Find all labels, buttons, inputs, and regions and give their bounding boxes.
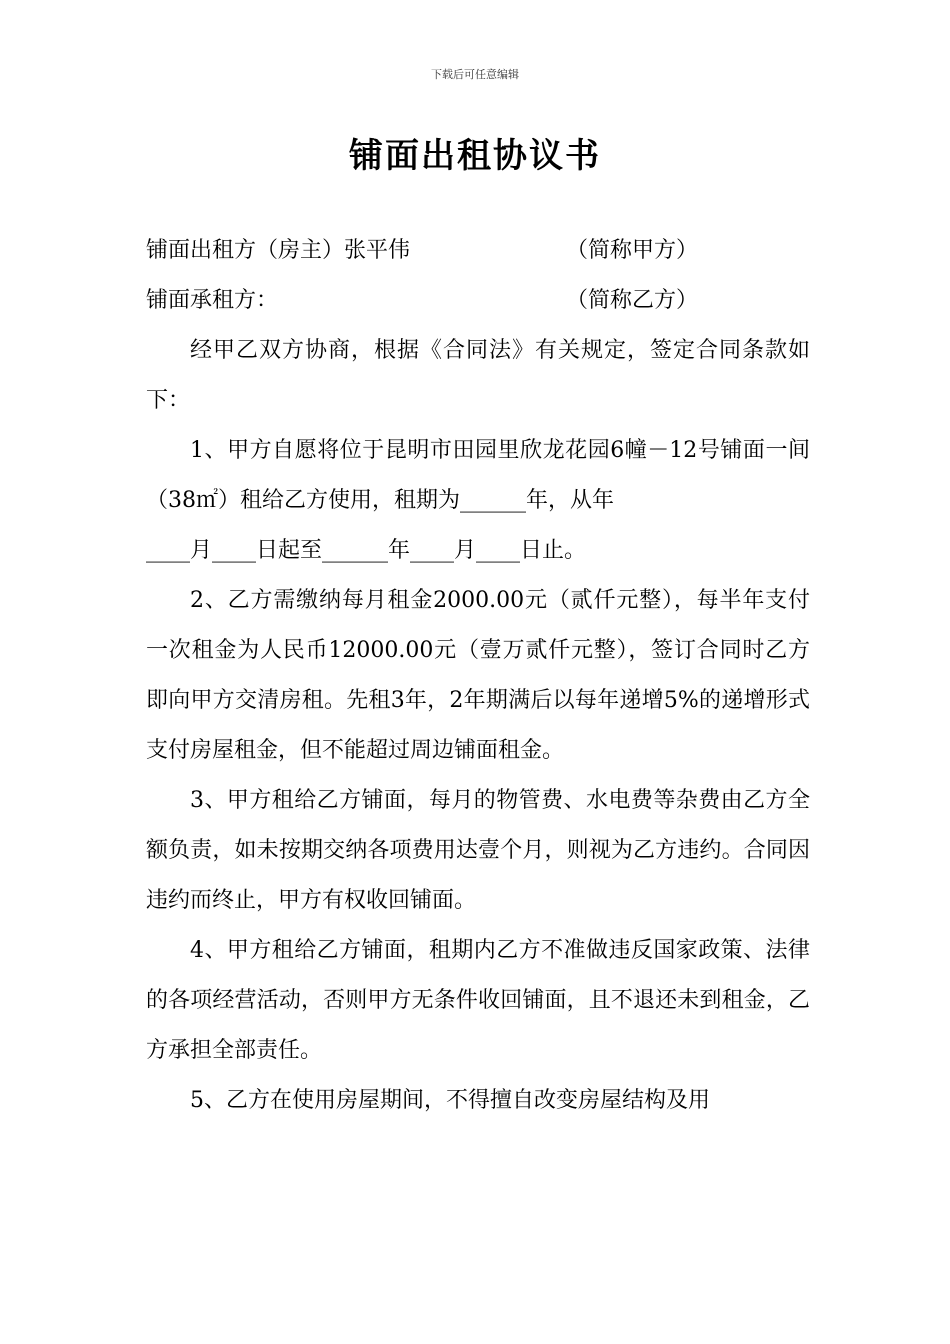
intro-paragraph: 经甲乙双方协商，根据《合同法》有关规定，签定合同条款如下： [146,338,810,413]
clause-3: 3、甲方租给乙方铺面，每月的物管费、水电费等杂费由乙方全额负责，如未按期交纳各项费用达壹个月，则视为乙方违约。合同因违约而终止，甲方有权收回铺面。 [146,788,810,913]
lessee-short: （简称乙方） [566,288,699,313]
lessor-row [146,226,810,276]
header-note: 下载后可任意编辑 [431,68,519,81]
clause-1-dates: ____月____日起至______年____月____日止。 [146,538,587,563]
document-body [146,226,810,1126]
lessor-label: 铺面出租方（房主）张平伟 [146,238,411,263]
lessee-label: 铺面承租方： [146,288,279,313]
lessor-short: （简称甲方） [566,238,699,263]
clause-5: 5、乙方在使用房屋期间，不得擅自改变房屋结构及用 [190,1088,710,1113]
document-title: 铺面出租协议书 [349,136,601,176]
lessee-row [146,276,810,326]
clause-1: 1、甲方自愿将位于昆明市田园里欣龙花园6幢－12号铺面一间（38㎡）租给乙方使用，租期为______年，从年 [146,438,810,513]
clause-2: 2、乙方需缴纳每月租金2000.00元（贰仟元整），每半年支付一次租金为人民币12000.00元（壹万贰仟元整），签订合同时乙方即向甲方交清房租。先租3年，2年期满后以每年递增5%的递增形式支付房屋租金，但不能超过周边铺面租金。 [146,588,810,763]
clause-4: 4、甲方租给乙方铺面，租期内乙方不准做违反国家政策、法律的各项经营活动，否则甲方无条件收回铺面，且不退还未到租金，乙方承担全部责任。 [146,938,810,1063]
